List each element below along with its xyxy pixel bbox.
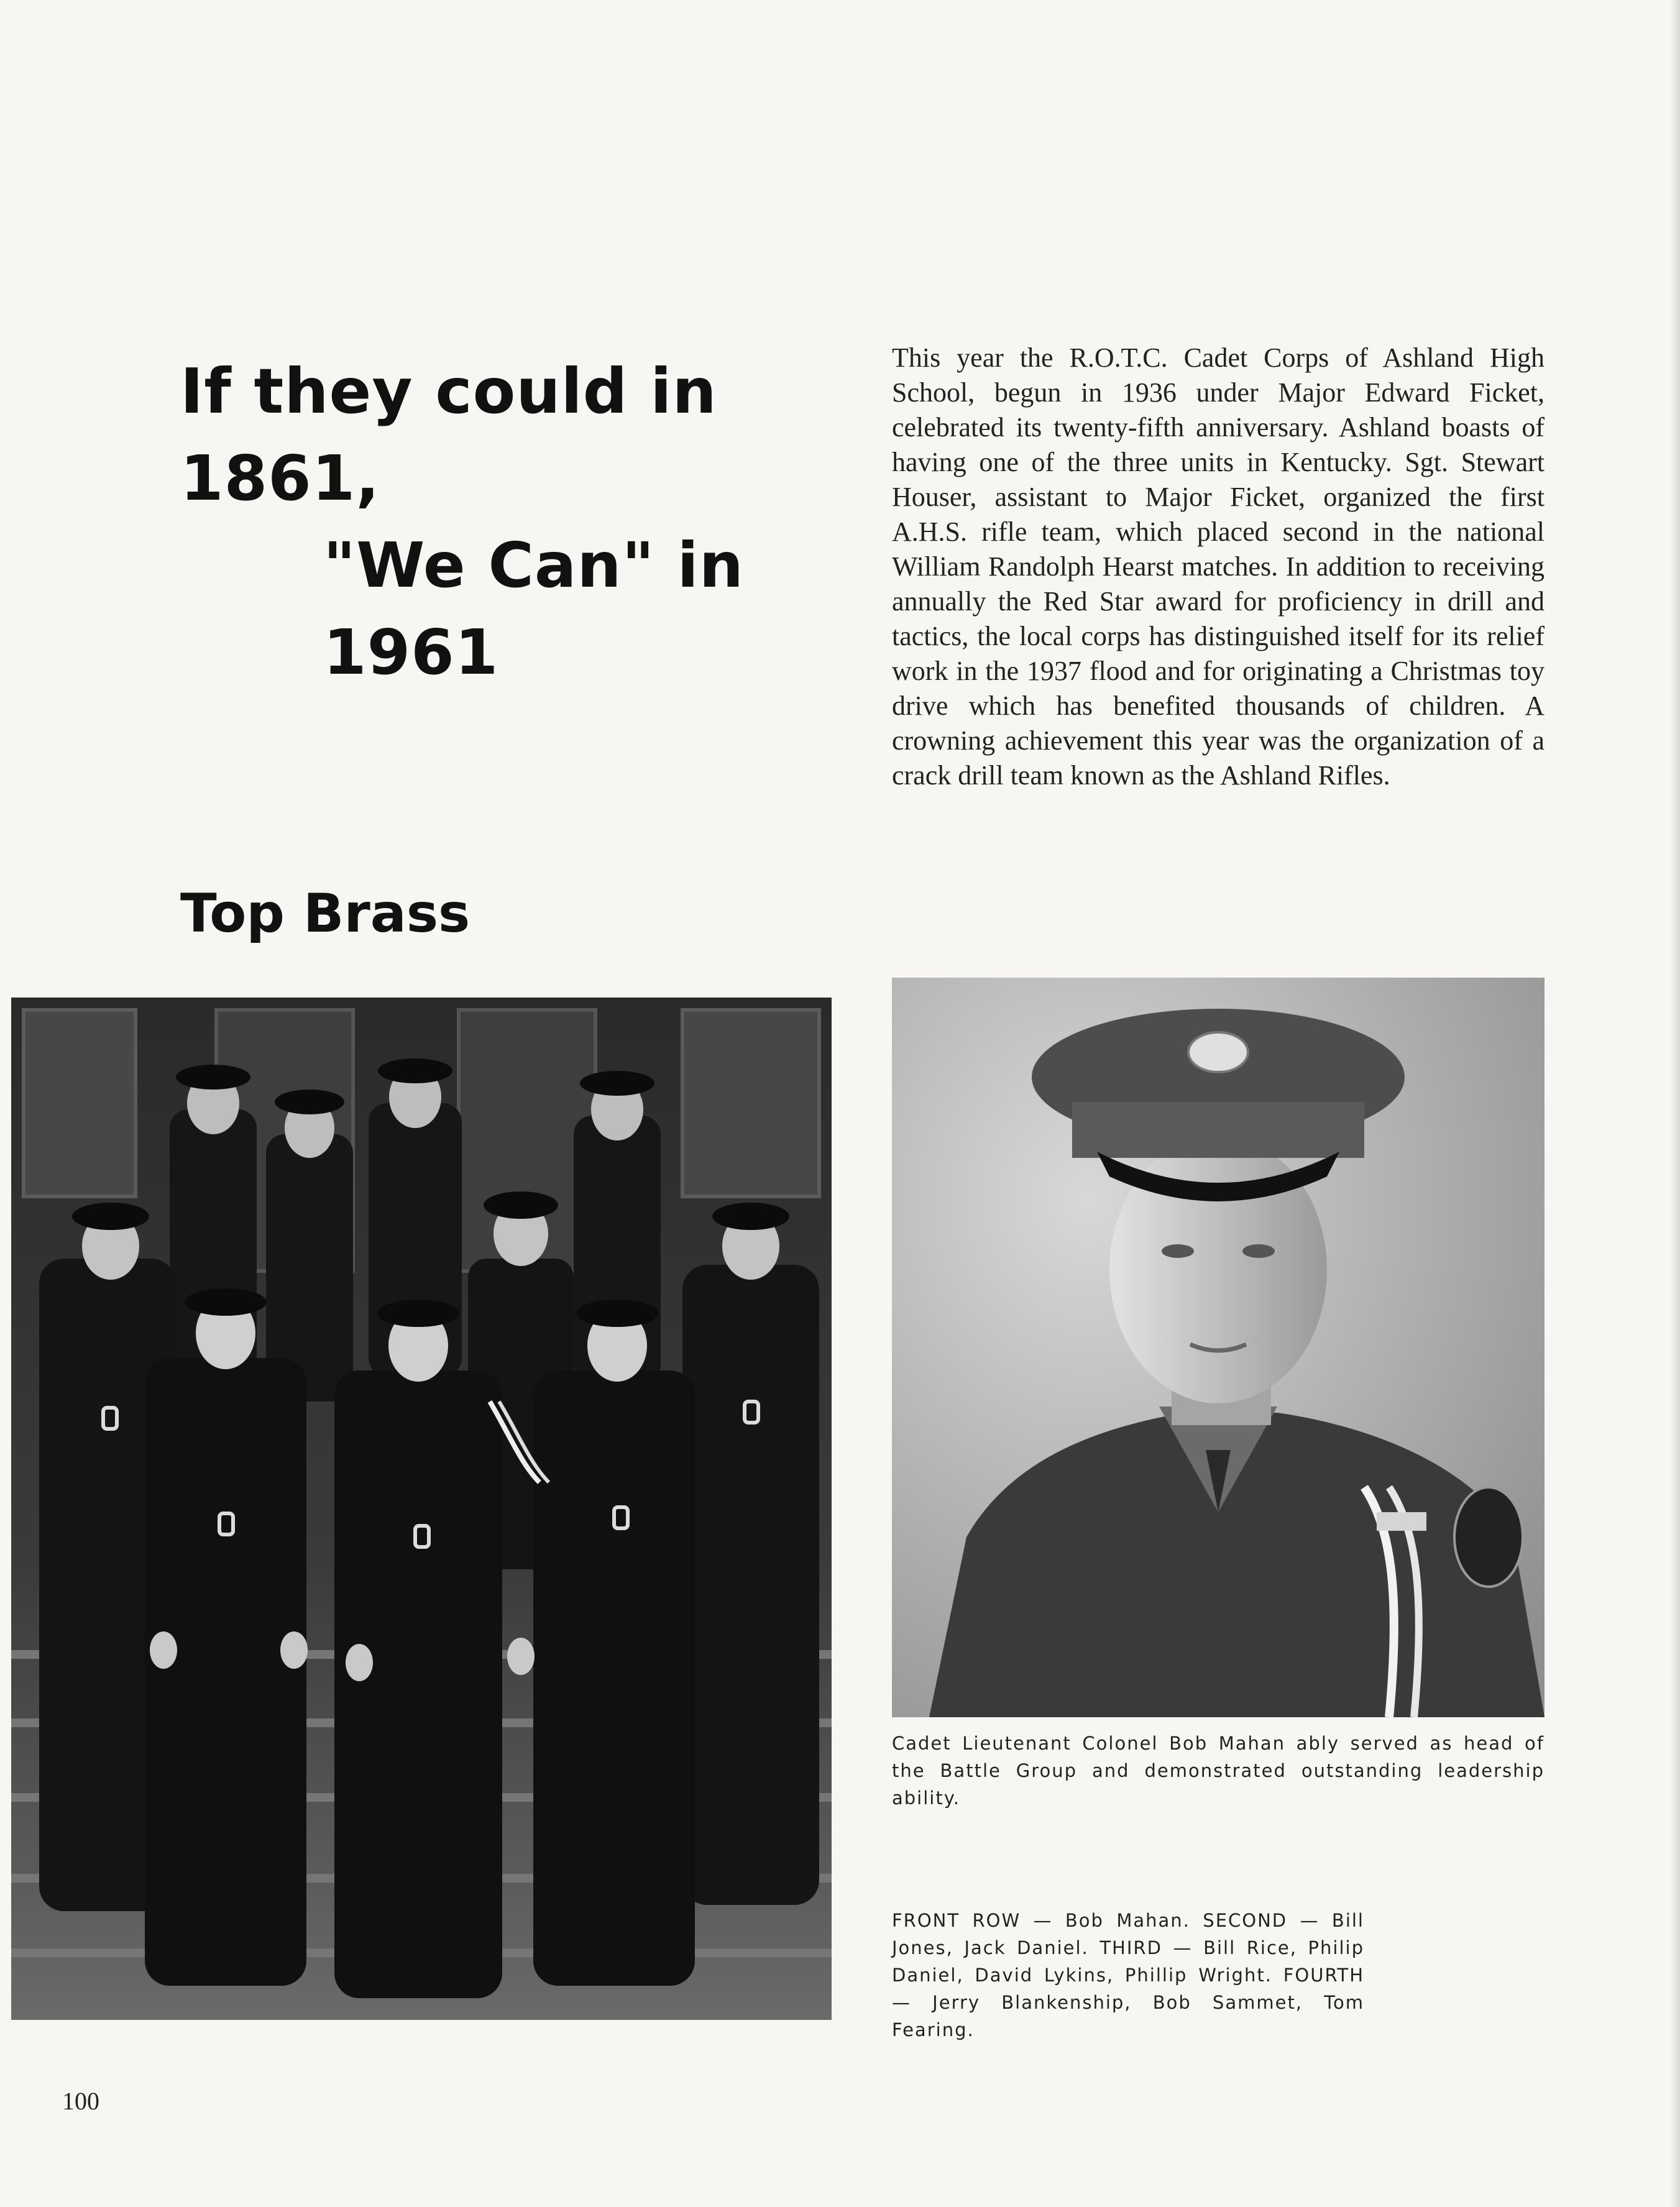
group-photo — [11, 998, 832, 2020]
page-number: 100 — [62, 2087, 99, 2115]
group-photo-caption: FRONT ROW — Bob Mahan. SECOND — Bill Jones, Jack Daniel. THIRD — Bill Rice, Philip Daniel, David Lykins, Phillip Wright. FOURTH — Jerry Blankenship, Bob Sammet, Tom Fearing. — [892, 1910, 1364, 2040]
portrait-photo — [892, 978, 1545, 1717]
portrait-caption: Cadet Lieutenant Colonel Bob Mahan ably served as head of the Battle Group and demonstrated outstanding leadership ability. — [892, 1733, 1545, 1809]
headline-line-1: If they could in 1861, — [180, 355, 717, 515]
section-title: Top Brass — [180, 883, 470, 945]
intro-paragraph: This year the R.O.T.C. Cadet Corps of Ashland High School, begun in 1936 under Major Edward Ficket, celebrated its twenty-fifth anniversary. Ashland boasts of having one of the three units in Kentucky. Sgt. Stewart Houser, assistant to Major Ficket, organized the first A.H.S. rifle team, which placed second in the national William Randolph Hearst matches. In addition to receiving annually the Red Star award for proficiency in drill and tactics, the local corps has distinguished itself for its relief work in the 1937 flood and for originating a Christmas toy drive which has benefited thousands of children. A crowning achievement this year was the organization of a crack drill team known as the Ashland Rifles. — [892, 342, 1545, 791]
headline — [180, 348, 833, 696]
scan-edge-shadow — [1670, 0, 1680, 2207]
headline-line-2: "We Can" in 1961 — [323, 529, 744, 689]
